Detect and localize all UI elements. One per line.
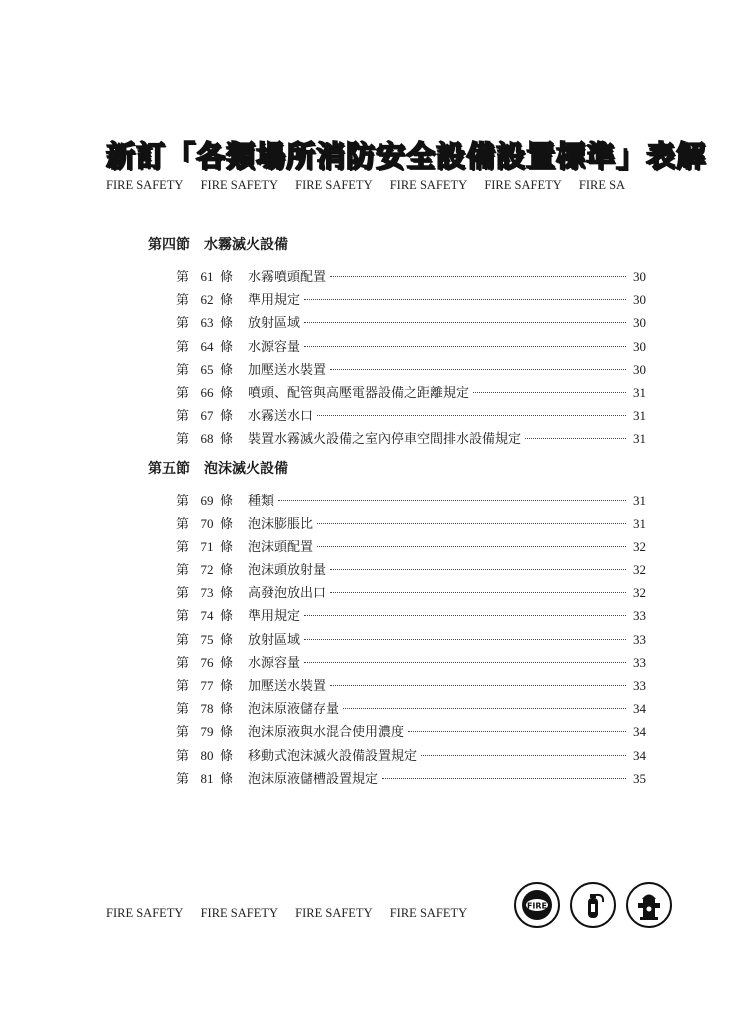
entry-title: 放射區域 xyxy=(248,316,301,332)
toc-entry xyxy=(176,335,646,358)
page-number: 30 xyxy=(633,292,646,308)
entry-title: 水源容量 xyxy=(248,339,301,355)
dot-leader xyxy=(343,708,626,709)
page-number: 32 xyxy=(633,585,646,601)
entry-title: 種類 xyxy=(248,493,275,509)
toc-entry xyxy=(176,535,646,558)
dot-leader xyxy=(330,685,626,686)
section-heading xyxy=(148,457,646,481)
entry-title: 準用規定 xyxy=(248,293,301,309)
dot-leader xyxy=(278,500,626,501)
article-prefix: 第 xyxy=(176,748,190,764)
article-suffix: 條 xyxy=(220,432,234,448)
toc-entry xyxy=(176,720,646,743)
article-number: 75 xyxy=(200,631,214,647)
page-number: 33 xyxy=(633,631,646,647)
table-of-contents xyxy=(148,233,646,790)
page-number: 31 xyxy=(633,492,646,508)
article-suffix: 條 xyxy=(220,771,234,787)
fire-badge-icon xyxy=(514,882,560,928)
toc-entry xyxy=(176,265,646,288)
toc-entry xyxy=(176,697,646,720)
ticker-text: FIRE SAFETY xyxy=(389,906,468,920)
article-suffix: 條 xyxy=(220,563,234,579)
toc-entry xyxy=(176,358,646,381)
page-number: 30 xyxy=(633,338,646,354)
toc-entry xyxy=(176,581,646,604)
article-suffix: 條 xyxy=(220,748,234,764)
dot-leader xyxy=(408,731,626,732)
page-number: 34 xyxy=(633,724,646,740)
ticker-text: FIRE SAFETY xyxy=(389,178,468,192)
article-prefix: 第 xyxy=(176,563,190,579)
entry-title: 加壓送水裝置 xyxy=(248,362,327,378)
page-number: 33 xyxy=(633,608,646,624)
dot-leader xyxy=(304,615,626,616)
article-prefix: 第 xyxy=(176,632,190,648)
article-number: 68 xyxy=(200,431,214,447)
article-number: 61 xyxy=(200,269,214,284)
ticker-text: FIRE SAFETY xyxy=(106,178,184,192)
article-prefix: 第 xyxy=(176,725,190,741)
page-number: 33 xyxy=(633,654,646,670)
dot-leader xyxy=(330,369,626,370)
toc-entry xyxy=(176,311,646,334)
page-number: 30 xyxy=(633,315,646,331)
article-prefix: 第 xyxy=(176,316,190,332)
page-number: 31 xyxy=(633,431,646,447)
article-suffix: 條 xyxy=(220,632,234,648)
article-prefix: 第 xyxy=(176,655,190,671)
dot-leader xyxy=(304,639,626,640)
toc-entry xyxy=(176,427,646,450)
entry-title: 泡沫原液儲槽設置規定 xyxy=(248,771,379,787)
article-number: 78 xyxy=(200,701,214,717)
article-number: 72 xyxy=(200,562,214,578)
footer-icons xyxy=(514,882,672,932)
dot-leader xyxy=(525,438,626,439)
dot-leader xyxy=(317,523,626,524)
ticker-text: FIRE SAFETY xyxy=(200,906,279,920)
entry-title: 加壓送水裝置 xyxy=(248,679,327,694)
article-prefix: 第 xyxy=(176,270,190,285)
toc-entry xyxy=(176,558,646,581)
article-suffix: 條 xyxy=(220,702,234,718)
page-number: 34 xyxy=(633,701,646,717)
ticker-text: FIRE SAFETY xyxy=(106,906,184,920)
ticker-text: FIRE SAFETY xyxy=(200,178,279,192)
toc-entry xyxy=(176,381,646,404)
article-prefix: 第 xyxy=(176,493,190,509)
section-number: 第五節 xyxy=(148,460,190,477)
article-number: 63 xyxy=(200,315,214,331)
article-suffix: 條 xyxy=(220,493,234,509)
article-number: 77 xyxy=(200,678,214,693)
article-suffix: 條 xyxy=(220,655,234,671)
entry-title: 泡沫膨脹比 xyxy=(248,516,314,532)
article-suffix: 條 xyxy=(220,539,234,555)
article-prefix: 第 xyxy=(176,362,190,378)
article-suffix: 條 xyxy=(220,270,234,285)
entry-title: 泡沫原液儲存量 xyxy=(248,702,340,718)
page-number: 31 xyxy=(633,384,646,400)
dot-leader xyxy=(304,662,626,663)
article-prefix: 第 xyxy=(176,609,190,625)
page-number: 30 xyxy=(633,269,646,284)
article-number: 81 xyxy=(200,770,214,786)
article-number: 67 xyxy=(200,408,214,424)
page-number: 30 xyxy=(633,361,646,377)
ticker-text: FIRE SAFETY xyxy=(295,906,373,920)
toc-entry xyxy=(176,767,646,790)
toc-entry xyxy=(176,744,646,767)
entry-title: 水源容量 xyxy=(248,655,301,671)
entry-title: 高發泡放出口 xyxy=(248,586,327,602)
article-prefix: 第 xyxy=(176,385,190,401)
article-number: 74 xyxy=(200,608,214,624)
dot-leader xyxy=(304,346,626,347)
entry-title: 放射區域 xyxy=(248,632,301,648)
page-number: 31 xyxy=(633,408,646,424)
section-title: 泡沫滅火設備 xyxy=(204,460,288,477)
article-number: 80 xyxy=(200,747,214,763)
fire-badge-text: FIRE xyxy=(526,901,548,911)
entry-title: 裝置水霧滅火設備之室內停車空間排水設備規定 xyxy=(248,432,522,448)
page-number: 33 xyxy=(633,678,646,693)
page-number: 32 xyxy=(633,538,646,554)
page-number: 32 xyxy=(633,562,646,578)
article-suffix: 條 xyxy=(220,316,234,332)
entry-title: 水霧送水口 xyxy=(248,409,314,425)
article-suffix: 條 xyxy=(220,409,234,425)
article-prefix: 第 xyxy=(176,702,190,718)
article-suffix: 條 xyxy=(220,362,234,378)
page-header-title: 新訂「各類場所消防安全設備設置標準」表解 xyxy=(106,139,707,173)
article-number: 70 xyxy=(200,515,214,531)
article-prefix: 第 xyxy=(176,539,190,555)
toc-entry xyxy=(176,628,646,651)
toc-entry xyxy=(176,288,646,311)
article-number: 73 xyxy=(200,585,214,601)
page-number: 35 xyxy=(633,770,646,786)
fire-hydrant-icon xyxy=(626,882,672,928)
article-suffix: 條 xyxy=(220,385,234,401)
footer-ticker xyxy=(106,906,516,921)
section-heading xyxy=(148,233,646,257)
section-number: 第四節 xyxy=(148,237,190,253)
dot-leader xyxy=(304,322,626,323)
dot-leader xyxy=(473,392,626,393)
article-prefix: 第 xyxy=(176,339,190,355)
article-number: 65 xyxy=(200,361,214,377)
article-suffix: 條 xyxy=(220,679,234,694)
dot-leader xyxy=(317,546,626,547)
toc-entry xyxy=(176,651,646,674)
article-suffix: 條 xyxy=(220,339,234,355)
article-number: 76 xyxy=(200,654,214,670)
entry-title: 噴頭、配管與高壓電器設備之距離規定 xyxy=(248,385,470,401)
dot-leader xyxy=(330,276,626,277)
entry-title: 水霧噴頭配置 xyxy=(248,270,327,285)
page-number: 34 xyxy=(633,747,646,763)
article-prefix: 第 xyxy=(176,293,190,309)
fire-extinguisher-icon xyxy=(570,882,616,928)
toc-entry xyxy=(176,512,646,535)
entry-title: 泡沫原液與水混合使用濃度 xyxy=(248,725,405,741)
article-suffix: 條 xyxy=(220,725,234,741)
article-suffix: 條 xyxy=(220,586,234,602)
section-title: 水霧滅火設備 xyxy=(204,237,288,253)
article-number: 66 xyxy=(200,384,214,400)
dot-leader xyxy=(330,592,626,593)
article-suffix: 條 xyxy=(220,516,234,532)
article-number: 69 xyxy=(200,492,214,508)
ticker-text: FIRE SA xyxy=(578,178,626,192)
article-prefix: 第 xyxy=(176,586,190,602)
dot-leader xyxy=(382,778,626,779)
toc-entry xyxy=(176,674,646,697)
page-number: 31 xyxy=(633,515,646,531)
article-prefix: 第 xyxy=(176,771,190,787)
entry-title: 泡沫頭配置 xyxy=(248,539,314,555)
dot-leader xyxy=(330,569,626,570)
entry-title: 準用規定 xyxy=(248,609,301,625)
article-suffix: 條 xyxy=(220,293,234,309)
article-suffix: 條 xyxy=(220,609,234,625)
toc-entry xyxy=(176,489,646,512)
dot-leader xyxy=(317,415,626,416)
article-prefix: 第 xyxy=(176,432,190,448)
article-prefix: 第 xyxy=(176,409,190,425)
toc-entry xyxy=(176,604,646,627)
header-ticker xyxy=(106,178,676,193)
entry-title: 移動式泡沫滅火設備設置規定 xyxy=(248,748,418,764)
article-number: 62 xyxy=(200,292,214,308)
dot-leader xyxy=(304,299,626,300)
dot-leader xyxy=(421,755,626,756)
article-number: 64 xyxy=(200,338,214,354)
ticker-text: FIRE SAFETY xyxy=(484,178,562,192)
article-prefix: 第 xyxy=(176,516,190,532)
entry-title: 泡沫頭放射量 xyxy=(248,563,327,579)
toc-entry xyxy=(176,404,646,427)
article-number: 79 xyxy=(200,724,214,740)
ticker-text: FIRE SAFETY xyxy=(295,178,373,192)
article-prefix: 第 xyxy=(176,679,190,694)
article-number: 71 xyxy=(200,538,214,554)
